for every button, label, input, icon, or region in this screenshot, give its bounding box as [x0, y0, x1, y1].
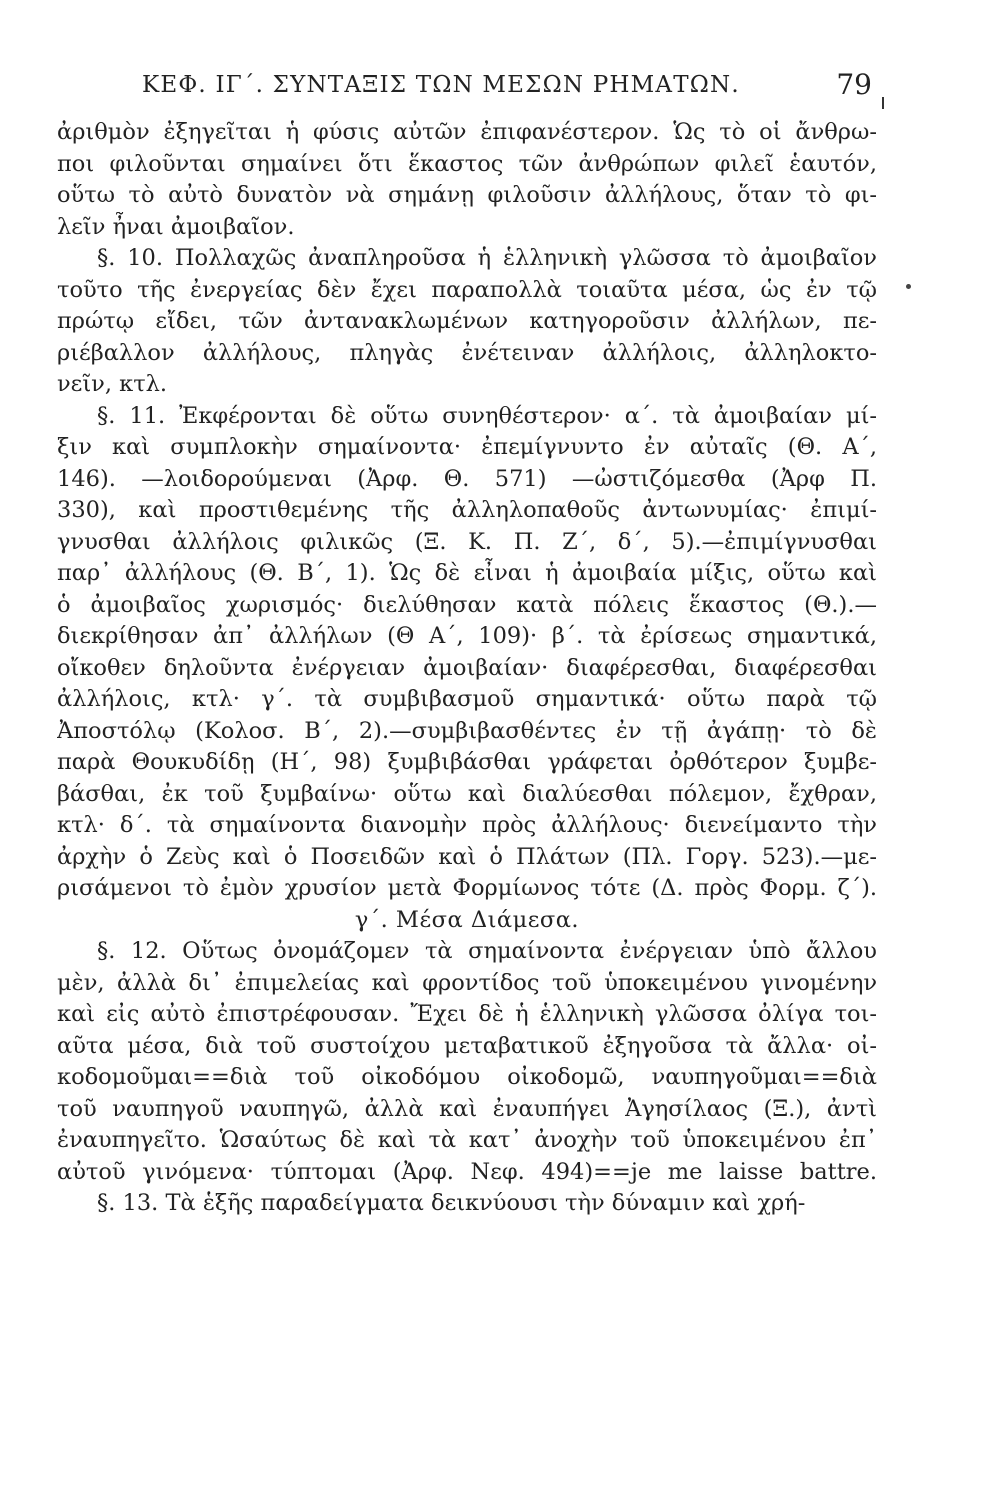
- text-line: καὶ εἰς αὐτὸ ἐπιστρέφουσαν. Ἔχει δὲ ἡ ἑλληνικὴ γλῶσσα ὀλίγα τοι-: [57, 1001, 877, 1027]
- text-line: διεκρίθησαν ἀπ᾽ ἀλλήλων (Θ Α΄, 109)· β΄. τὰ ἐρίσεως σημαντικά,: [57, 623, 877, 649]
- running-head: [142, 68, 872, 108]
- section-11-start: §. 11. Ἐκφέρονται δὲ οὕτω συνηθέστερον· α΄. τὰ ἀμοιβαίαν μί-: [97, 402, 877, 429]
- text-line: γνυσθαι ἀλλήλοις φιλικῶς (Ξ. Κ. Π. Ζ΄, δ΄, 5).—ἐπιμίγνυσθαι: [57, 528, 877, 555]
- running-title: ΚΕΦ. ΙΓ΄. ΣΥΝΤΑΞΙΣ ΤΩΝ ΜΕΣΩΝ ΡΗΜΑΤΩΝ.: [142, 72, 740, 98]
- text-line: 146). —λοιδορούμεναι (Ἀρφ. Θ. 571) —ὠστιζόμεσθα (Ἀρφ Π.: [57, 465, 877, 492]
- text-line: ἀλλήλοις, κτλ· γ΄. τὰ συμβιβασμοῦ σημαντικά· οὕτω παρὰ τῷ: [57, 686, 877, 712]
- text-line: 330), καὶ προστιθεμένης τῆς ἀλληλοπαθοῦς ἀντωνυμίας· ἐπιμί-: [57, 497, 877, 523]
- text-line: Ἀποστόλῳ (Κολοσ. Β΄, 2).—συμβιβασθέντες ἐν τῇ ἀγάπῃ· τὸ δὲ: [57, 717, 877, 744]
- text-line: αῦτα μέσα, διὰ τοῦ συστοίχου μεταβατικοῦ ἐξηγοῦσα τὰ ἄλλα· οἰ-: [57, 1032, 877, 1059]
- text-line: ἀριθμὸν ἐξηγεῖται ἡ φύσις αὐτῶν ἐπιφανέστερον. Ὡς τὸ οἱ ἄνθρω-: [57, 119, 877, 145]
- text-line: ἀρχὴν ὁ Ζεὺς καὶ ὁ Ποσειδῶν καὶ ὁ Πλάτων (Πλ. Γοργ. 523).—με-: [57, 843, 877, 870]
- text-line: οἴκοθεν δηλοῦντα ἐνέργειαν ἀμοιβαίαν· διαφέρεσθαι, διαφέρεσθαι: [57, 654, 877, 681]
- text-line: παρὰ Θουκυδίδῃ (Η΄, 98) ξυμβιβάσθαι γράφεται ὀρθότερον ξυμβε-: [57, 749, 877, 775]
- section-heading: γ΄. Μέσα Διάμεσα.: [354, 906, 580, 933]
- section-12-start: §. 12. Οὕτως ὀνομάζομεν τὰ σημαίνοντα ἐνέργειαν ὑπὸ ἄλλου: [97, 938, 877, 964]
- text-line: βάσθαι, ἐκ τοῦ ξυμβαίνω· οὕτω καὶ διαλύεσθαι πόλεμον, ἔχθραν,: [57, 780, 877, 807]
- text-line: νεῖν, κτλ.: [57, 371, 168, 397]
- text-line: ἐναυπηγεῖτο. Ὡσαύτως δὲ καὶ τὰ κατ᾽ ἀνοχὴν τοῦ ὑποκειμένου ἐπ᾽: [57, 1127, 877, 1153]
- text-line: οὕτω τὸ αὐτὸ δυνατὸν νὰ σημάνῃ φιλοῦσιν ἀλλήλους, ὅταν τὸ φι-: [57, 182, 877, 208]
- body-text: [57, 117, 877, 1220]
- page-number: 79: [836, 68, 872, 101]
- section-13-start: §. 13. Τὰ ἑξῆς παραδείγματα δεικνύουσι τὴν δύναμιν καὶ χρή-: [97, 1190, 806, 1216]
- text-line: τοῦ ναυπηγοῦ ναυπηγῶ, ἀλλὰ καὶ ἐναυπήγει Ἀγησίλαος (Ξ.), ἀντὶ: [57, 1095, 877, 1122]
- header-rule-mark: [882, 97, 884, 109]
- text-line: ξιν καὶ συμπλοκὴν σημαίνοντα· ἐπεμίγνυντο ἐν αὐταῖς (Θ. Α΄,: [57, 434, 877, 460]
- margin-mark: [906, 284, 911, 289]
- text-line: κοδομοῦμαι==διὰ τοῦ οἰκοδόμου οἰκοδομῶ, ναυπηγοῦμαι==διὰ: [57, 1064, 877, 1090]
- text-line: κτλ· δ΄. τὰ σημαίνοντα διανομὴν πρὸς ἀλλήλους· διενείμαντο τὴν: [57, 812, 877, 838]
- text-line: ποι φιλοῦνται σημαίνει ὅτι ἕκαστος τῶν ἀνθρώπων φιλεῖ ἑαυτόν,: [57, 150, 877, 177]
- text-line: λεῖν ἦναι ἀμοιβαῖον.: [57, 213, 295, 240]
- text-line: τοῦτο τῆς ἐνεργείας δὲν ἔχει παραπολλὰ τοιαῦτα μέσα, ὡς ἐν τῷ: [57, 276, 877, 303]
- text-line: ριέβαλλον ἀλλήλους, πληγὰς ἐνέτειναν ἀλλήλοις, ἀλληλοκτο-: [57, 339, 877, 366]
- text-line: παρ᾽ ἀλλήλους (Θ. Β΄, 1). Ὡς δὲ εἶναι ἡ ἀμοιβαία μίξις, οὕτω καὶ: [57, 560, 877, 586]
- section-10-start: §. 10. Πολλαχῶς ἀναπληροῦσα ἡ ἑλληνικὴ γλῶσσα τὸ ἀμοιβαῖον: [97, 245, 877, 271]
- text-line: ὁ ἀμοιβαῖος χωρισμός· διελύθησαν κατὰ πόλεις ἕκαστος (Θ.).—: [57, 591, 877, 618]
- text-line: ρισάμενοι τὸ ἐμὸν χρυσίον μετὰ Φορμίωνος τότε (Δ. πρὸς Φορμ. ζ΄).: [57, 875, 877, 901]
- text-line: αὐτοῦ γινόμενα· τύπτομαι (Ἀρφ. Νεφ. 494)==je me laisse battre.: [57, 1158, 877, 1185]
- text-line: μὲν, ἀλλὰ δι᾽ ἐπιμελείας καὶ φροντίδος τοῦ ὑποκειμένου γινομένην: [57, 969, 877, 996]
- text-line: πρώτῳ εἴδει, τῶν ἀντανακλωμένων κατηγοροῦσιν ἀλλήλων, πε-: [57, 308, 877, 334]
